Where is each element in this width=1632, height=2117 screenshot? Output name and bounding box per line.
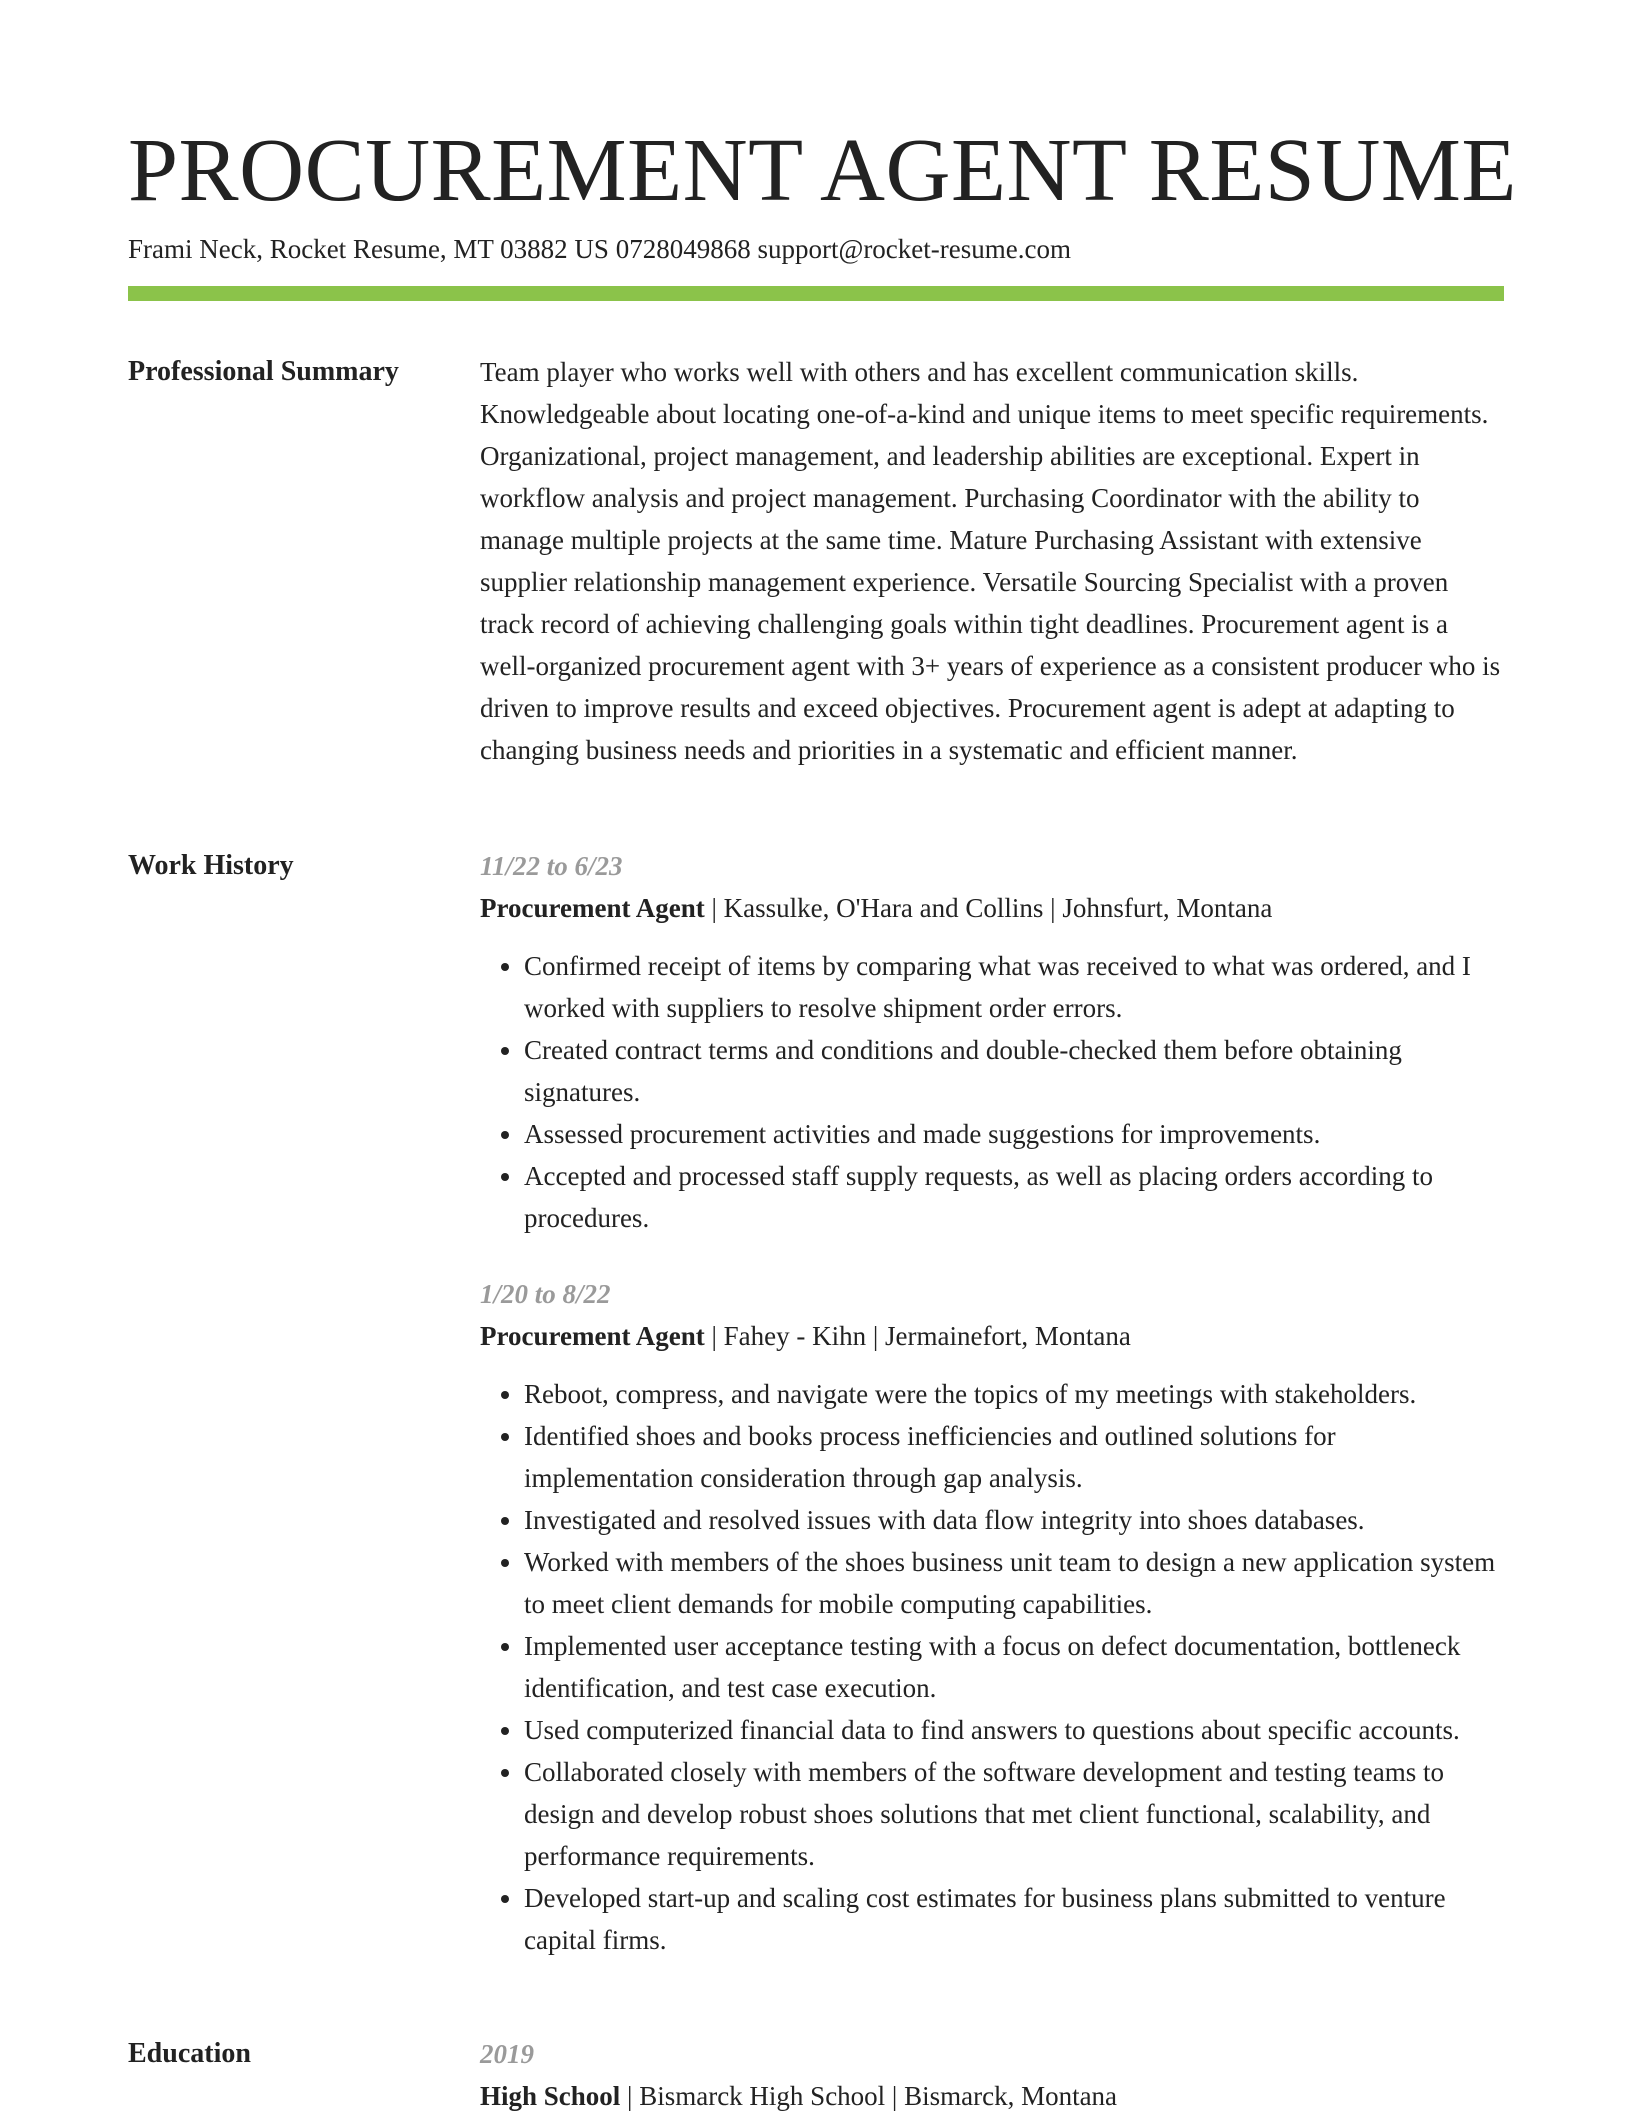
job-role: Procurement Agent [480, 1321, 705, 1351]
job-details: | Fahey - Kihn | Jermainefort, Montana [704, 1321, 1131, 1351]
job-bullet: • Investigated and resolved issues with data flow integrity into shoes databases. [524, 1499, 1504, 1541]
job-bullet: • Worked with members of the shoes business unit team to design a new application system to meet client demands for mobile computing capabilities. [524, 1541, 1504, 1625]
education-section [480, 2033, 1504, 2117]
job-bullet: • Developed start-up and scaling cost estimates for business plans submitted to venture capital firms. [524, 1877, 1504, 1961]
job-bullet: • Confirmed receipt of items by comparing what was received to what was ordered, and I worked with suppliers to resolve shipment order errors. [524, 945, 1504, 1029]
contact-line: Frami Neck, Rocket Resume, MT 03882 US 0728049868 support@rocket-resume.com [128, 234, 1071, 264]
job-bullet: • Accepted and processed staff supply requests, as well as placing orders according to procedures. [524, 1155, 1504, 1239]
job-bullet-list [480, 945, 1504, 1239]
job-title-line [480, 1315, 1504, 1357]
job-entry [480, 1273, 1504, 1961]
education-line [480, 2075, 1504, 2117]
job-bullet: • Created contract terms and conditions and double-checked them before obtaining signatures. [524, 1029, 1504, 1113]
job-bullet: • Assessed procurement activities and made suggestions for improvements. [524, 1113, 1504, 1155]
work-history-section [480, 845, 1504, 1961]
job-title-line [480, 887, 1504, 929]
job-role: Procurement Agent [480, 893, 705, 923]
resume-title: PROCUREMENT AGENT RESUME [128, 121, 1517, 220]
accent-divider [128, 286, 1504, 301]
summary-heading: Professional Summary [128, 356, 399, 387]
job-details: | Kassulke, O'Hara and Collins | Johnsfurt, Montana [704, 893, 1273, 923]
education-details: | Bismarck High School | Bismarck, Montana [620, 2081, 1118, 2111]
job-bullet: • Reboot, compress, and navigate were the topics of my meetings with stakeholders. [524, 1373, 1504, 1415]
job-bullet: • Collaborated closely with members of the software development and testing teams to design and develop robust shoes solutions that met client functional, scalability, and performance requirements. [524, 1751, 1504, 1877]
job-bullet: • Identified shoes and books process inefficiencies and outlined solutions for implementation consideration through gap analysis. [524, 1415, 1504, 1499]
job-entry [480, 845, 1504, 1239]
education-degree: High School [480, 2081, 621, 2111]
summary-text: Team player who works well with others and has excellent communication skills. Knowledgeable about locating one-of-a-kind and unique items to meet specific requirements. Organizational, project management, and leadership abilities are exceptional. Expert in workflow analysis and project management. Purchasing Coordinator with the ability to manage multiple projects at the same time. Mature Purchasing Assistant with extensive supplier relationship management experience. Versatile Sourcing Specialist with a proven track record of achieving challenging goals within tight deadlines. Procurement agent is a well-organized procurement agent with 3+ years of experience as a consistent producer who is driven to improve results and exceed objectives. Procurement agent is adept at adapting to changing business needs and priorities in a systematic and efficient manner. [480, 357, 1501, 765]
education-heading: Education [128, 2038, 251, 2069]
summary-section [480, 351, 1504, 771]
job-bullet-list [480, 1373, 1504, 1961]
job-bullet: • Used computerized financial data to find answers to questions about specific accounts. [524, 1709, 1504, 1751]
job-bullet: • Implemented user acceptance testing with a focus on defect documentation, bottleneck identification, and test case execution. [524, 1625, 1504, 1709]
work-history-heading: Work History [128, 850, 294, 881]
job-date: 11/22 to 6/23 [480, 851, 623, 881]
job-date: 1/20 to 8/22 [480, 1279, 611, 1309]
education-date: 2019 [480, 2039, 534, 2069]
